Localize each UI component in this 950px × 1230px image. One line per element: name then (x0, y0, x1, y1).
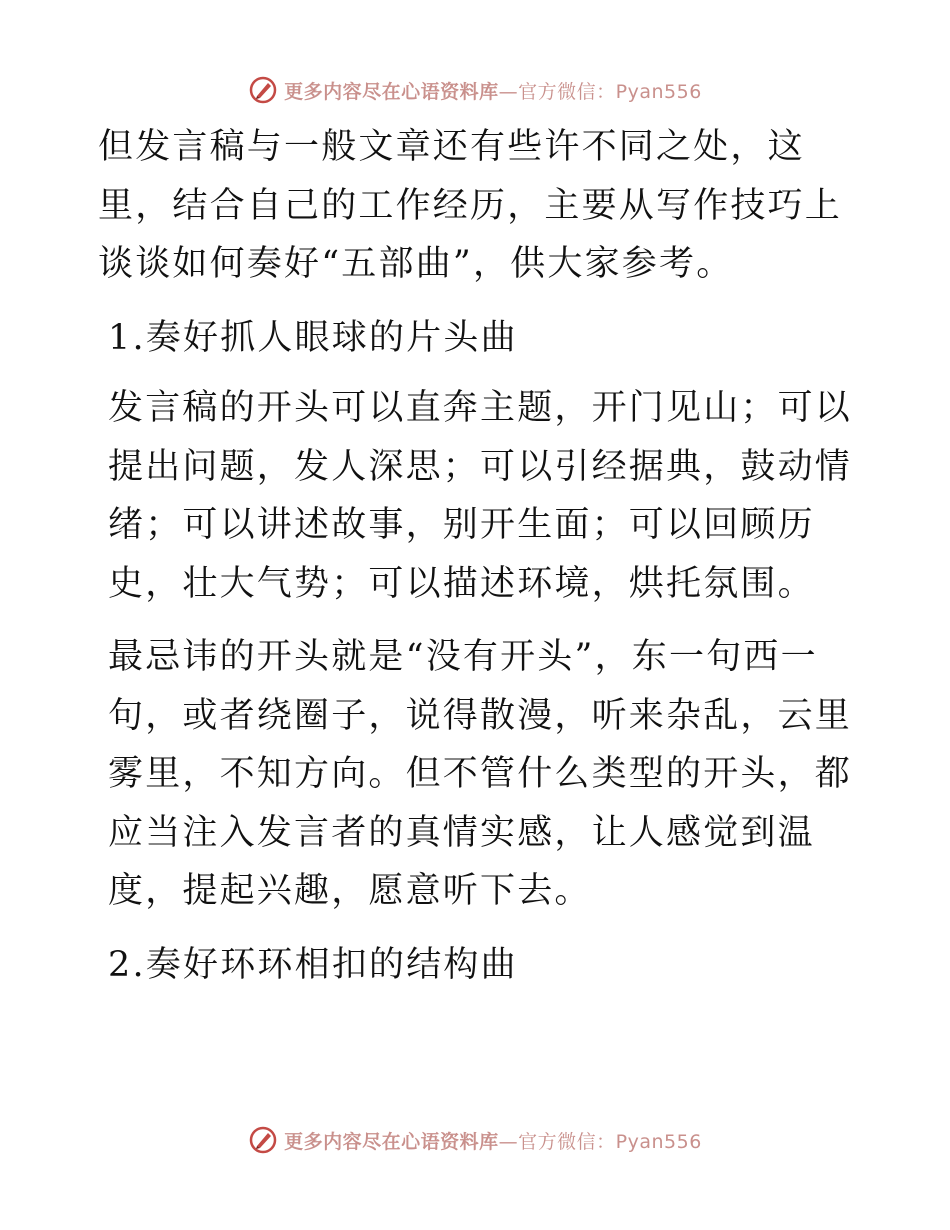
watermark-main: 更多内容尽在心语资料库 (284, 1130, 499, 1153)
watermark-suffix: 官方微信：Pyan556 (518, 1130, 702, 1153)
section-heading-1: 1.奏好抓人眼球的片头曲 (108, 317, 518, 358)
watermark-text (284, 77, 702, 104)
opening-methods-paragraph: 发言稿的开头可以直奔主题，开门见山；可以提出问题，发人深思；可以引经据典，鼓动情绪；可以讲述故事，别开生面；可以回顾历史，壮大气势；可以描述环境，烘托氛围。 (108, 388, 853, 604)
pen-circle-logo-icon (248, 1125, 278, 1155)
watermark-suffix: 官方微信：Pyan556 (518, 80, 702, 103)
watermark-dash: — (498, 80, 519, 103)
opening-taboo-paragraph: 最忌讳的开头就是“没有开头”，东一句西一句，或者绕圈子，说得散漫，听来杂乱，云里雾里，不知方向。但不管什么类型的开头，都应当注入发言者的真情实感，让人感觉到温度，提起兴趣，愿意听下去。 (108, 637, 853, 911)
watermark-text (284, 1127, 702, 1154)
watermark-dash: — (498, 1130, 519, 1153)
section-heading-2: 2.奏好环环相扣的结构曲 (108, 944, 518, 985)
header-watermark (0, 73, 950, 107)
intro-paragraph: 但发言稿与一般文章还有些许不同之处，这里，结合自己的工作经历，主要从写作技巧上谈谈如何奏好“五部曲”，供大家参考。 (98, 127, 843, 284)
footer-watermark (0, 1123, 950, 1157)
document-body (98, 118, 858, 1006)
pen-circle-logo-icon (248, 75, 278, 105)
watermark-main: 更多内容尽在心语资料库 (284, 80, 499, 103)
